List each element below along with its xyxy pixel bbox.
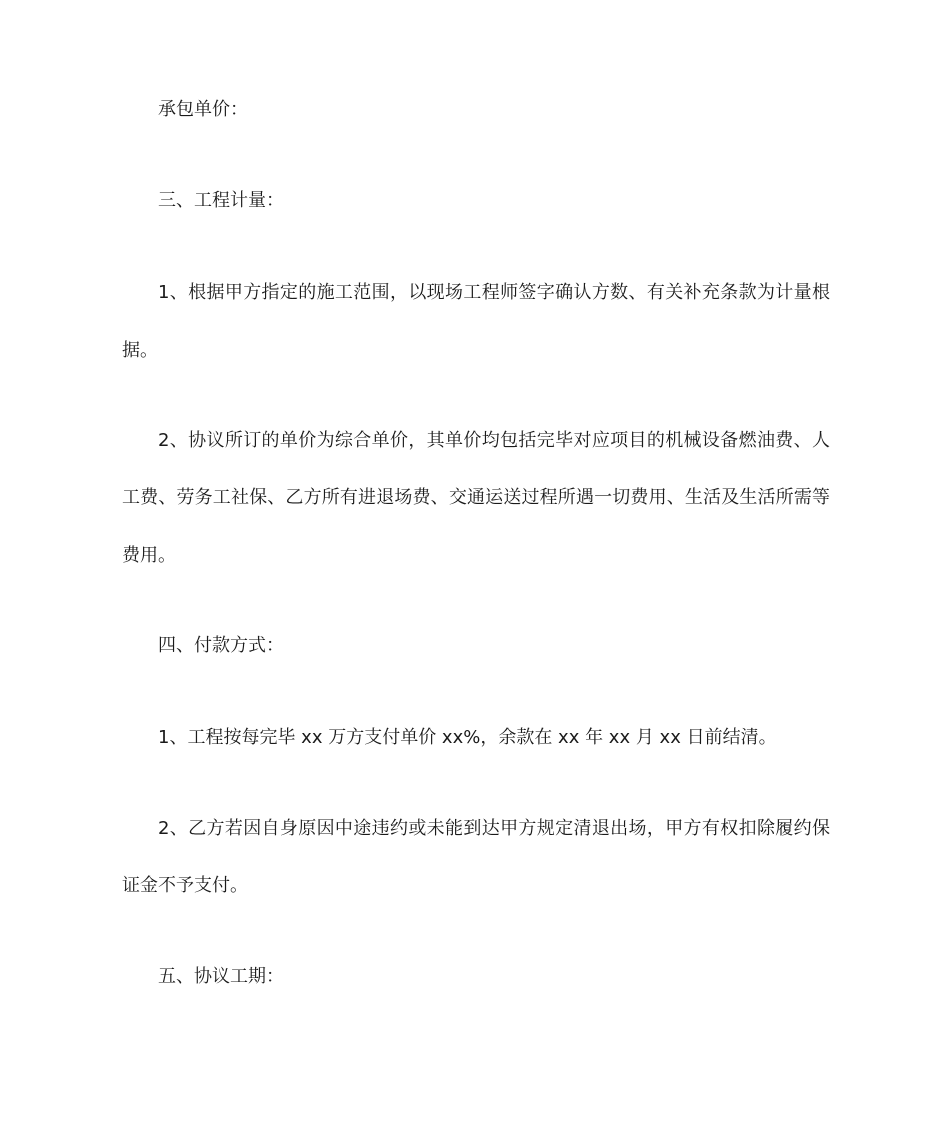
paragraph-line: 费用。 <box>122 545 176 566</box>
paragraph-line: 证金不予支付。 <box>122 875 248 896</box>
paragraph-line: 1、工程按每完毕 xx 万方支付单价 xx%，余款在 xx 年 xx 月 xx 日前结清。 <box>158 727 777 748</box>
section-three-heading: 三、工程计量： <box>158 190 284 211</box>
paragraph-line: 2、乙方若因自身原因中途违约或未能到达甲方规定清退出场，甲方有权扣除履约保 <box>158 818 830 839</box>
section-four-heading: 四、付款方式： <box>158 635 284 656</box>
paragraph-line: 工费、劳务工社保、乙方所有进退场费、交通运送过程所遇一切费用、生活及生活所需等 <box>122 487 830 508</box>
paragraph-line: 据。 <box>122 340 158 361</box>
paragraph-line: 1、根据甲方指定的施工范围，以现场工程师签字确认方数、有关补充条款为计量根 <box>158 282 830 303</box>
paragraph-line: 2、协议所订的单价为综合单价，其单价均包括完毕对应项目的机械设备燃油费、人 <box>158 430 830 451</box>
section-five-heading: 五、协议工期： <box>158 966 284 987</box>
unit-price-heading: 承包单价： <box>158 99 248 120</box>
